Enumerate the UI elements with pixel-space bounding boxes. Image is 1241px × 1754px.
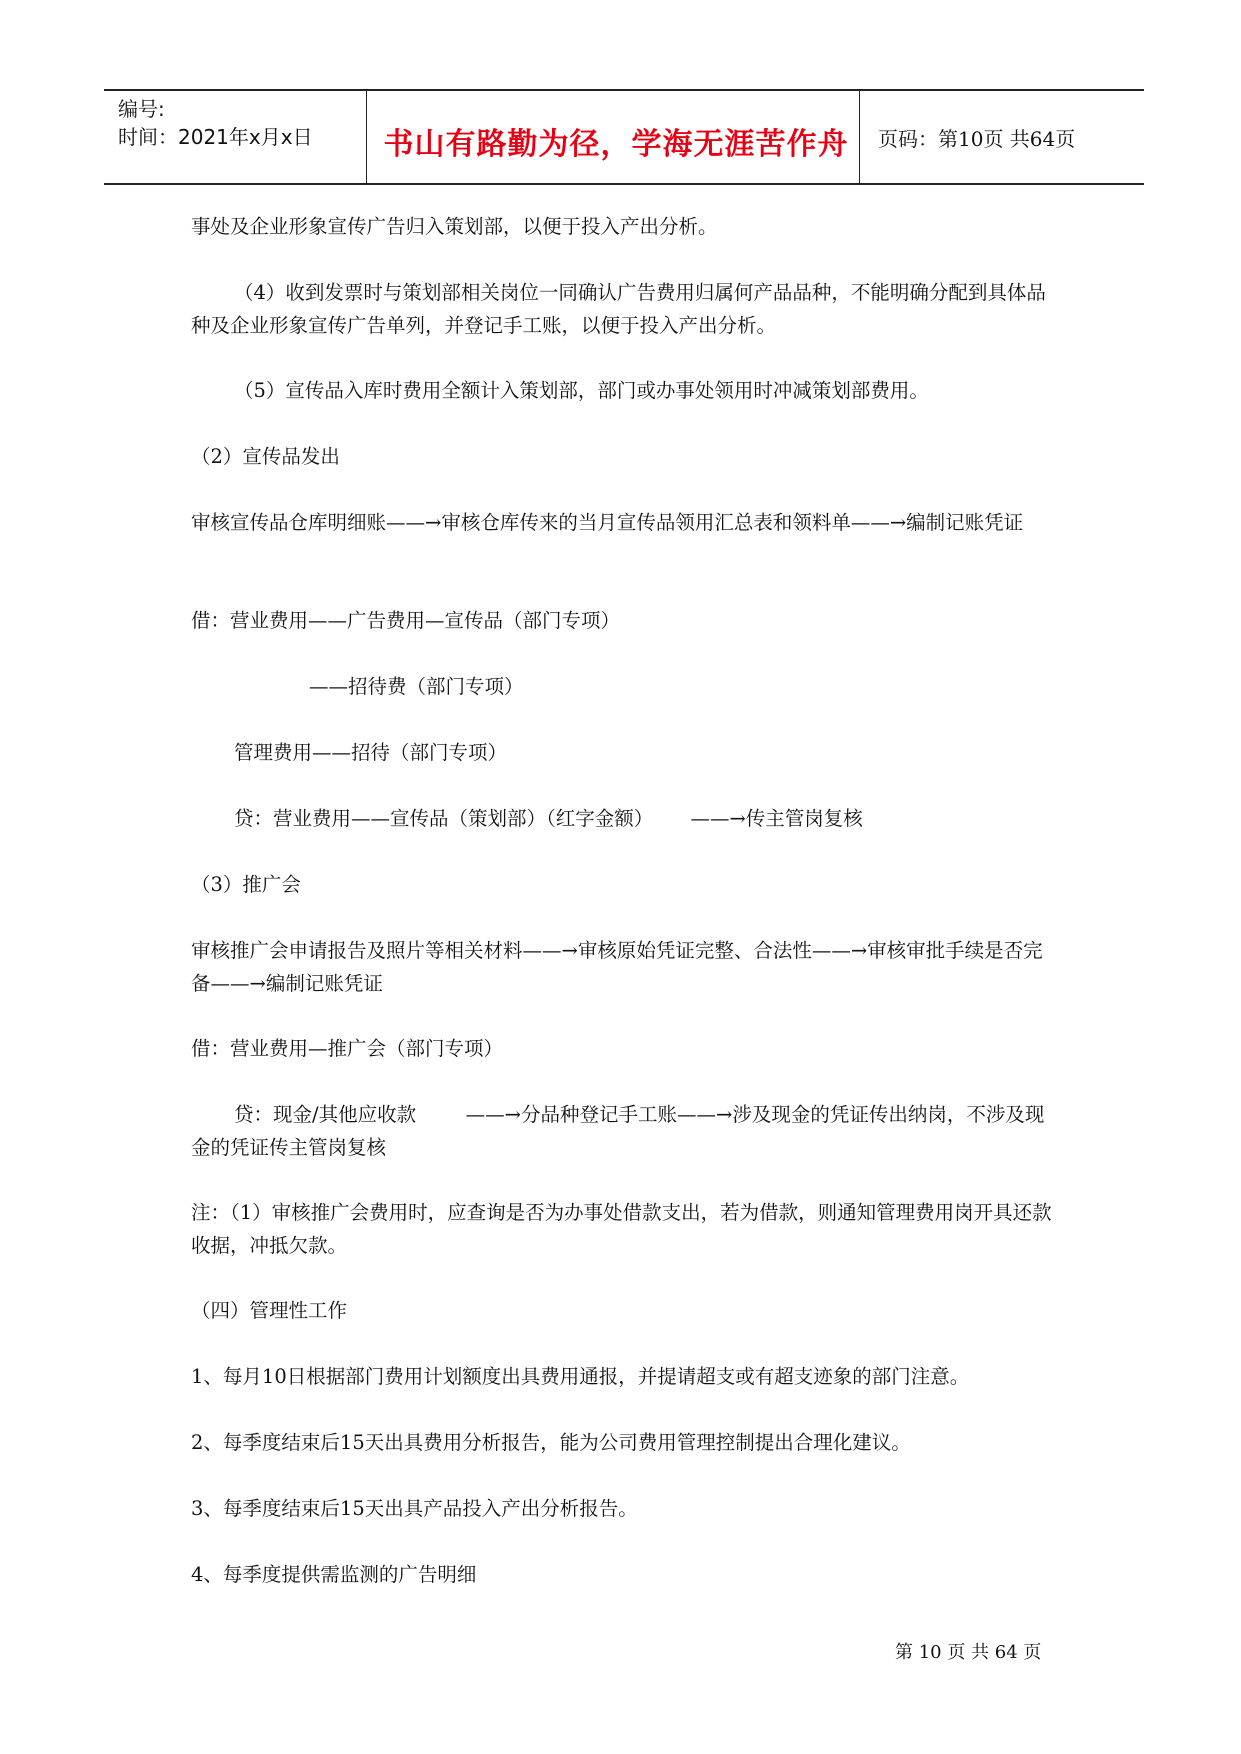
- header-meta: [118, 95, 313, 151]
- paragraph: 审核宣传品仓库明细账——→审核仓库传来的当月宣传品领用汇总表和领料单——→编制记账凭证: [191, 511, 1024, 534]
- journal-entry-debit: 借：营业费用——广告费用—宣传品（部门专项）: [191, 609, 621, 632]
- list-item: 1、每月10日根据部门费用计划额度出具费用通报，并提请超支或有超支迹象的部门注意。: [191, 1365, 970, 1388]
- list-item: 3、每季度结束后15天出具产品投入产出分析报告。: [191, 1497, 638, 1520]
- list-item: 2、每季度结束后15天出具费用分析报告，能为公司费用管理控制提出合理化建议。: [191, 1431, 911, 1454]
- journal-entry-credit: 贷：营业费用——宣传品（策划部）（红字金额） ——→传主管岗复核: [234, 807, 863, 830]
- header-motto: 书山有路勤为径，学海无涯苦作舟: [383, 127, 849, 162]
- page-footer: 第 10 页 共 64 页: [895, 1642, 1042, 1663]
- journal-entry-line: 管理费用——招待（部门专项）: [234, 741, 508, 764]
- paragraph: 审核推广会申请报告及照片等相关材料——→审核原始凭证完整、合法性——→审核审批手续是否完备——→编制记账凭证: [191, 939, 1043, 995]
- section-heading: （2）宣传品发出: [191, 445, 340, 468]
- journal-entry-credit: 贷：现金/其他应收款 ——→分品种登记手工账——→涉及现金的凭证传出纳岗，不涉及现金的凭证传主管岗复核: [191, 1103, 1045, 1159]
- section-heading: （四）管理性工作: [191, 1299, 348, 1322]
- time-label: 时间：2021年x月x日: [118, 125, 313, 149]
- section-heading: （3）推广会: [191, 873, 301, 896]
- note-paragraph: 注：（1）审核推广会费用时，应查询是否为办事处借款支出，若为借款，则通知管理费用岗开具还款收据，冲抵欠款。: [191, 1201, 1052, 1257]
- journal-entry-debit: 借：营业费用—推广会（部门专项）: [191, 1037, 504, 1060]
- journal-entry-line: ——招待费（部门专项）: [309, 675, 524, 698]
- paragraph: 事处及企业形象宣传广告归入策划部，以便于投入产出分析。: [191, 215, 718, 238]
- paragraph: （5）宣传品入库时费用全额计入策划部，部门或办事处领用时冲减策划部费用。: [234, 379, 929, 402]
- header-divider: [366, 91, 367, 183]
- paragraph: （4）收到发票时与策划部相关岗位一同确认广告费用归属何产品品种，不能明确分配到具体品种及企业形象宣传广告单列，并登记手工账，以便于投入产出分析。: [191, 281, 1046, 337]
- list-item: 4、每季度提供需监测的广告明细: [191, 1563, 477, 1586]
- number-label: 编号:: [118, 97, 165, 121]
- header-page-label: 页码：第10页 共64页: [878, 127, 1076, 151]
- page-header: [104, 89, 1144, 185]
- header-divider: [859, 91, 860, 183]
